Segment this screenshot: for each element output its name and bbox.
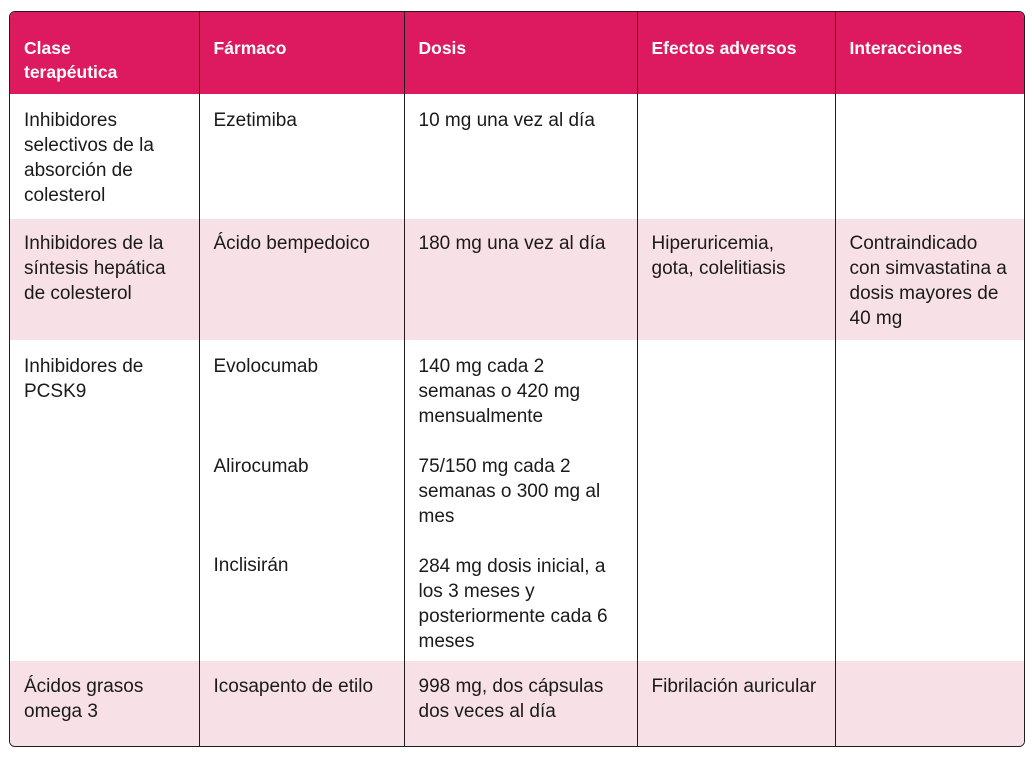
cell-farmaco: Ezetimiba [199, 94, 404, 219]
cell-clase: Inhibidores de la síntesis hepática de colesterol [10, 219, 199, 340]
farmaco-alirocumab: Alirocumab [213, 456, 309, 477]
table-row [10, 219, 1025, 340]
cell-clase: Ácidos grasos omega 3 [10, 661, 199, 747]
cell-efectos [637, 94, 835, 219]
cell-dosis [404, 340, 637, 661]
header-interacciones: Interacciones [835, 12, 1025, 94]
cell-interacciones [835, 661, 1025, 747]
cell-dosis: 10 mg una vez al día [404, 94, 637, 219]
farmaco-evolocumab: Evolocumab [213, 356, 319, 377]
table-header-row [10, 12, 1025, 94]
cell-clase: Inhibidores de PCSK9 [10, 340, 199, 661]
table-row [10, 94, 1025, 219]
header-farmaco: Fármaco [199, 12, 404, 94]
cell-efectos [637, 340, 835, 661]
dosis-inclisiran: 284 mg dosis inicial, a los 3 meses y posteriormente cada 6 meses [418, 556, 608, 652]
cell-farmaco [199, 340, 404, 661]
cell-interacciones [835, 340, 1025, 661]
cell-farmaco: Icosapento de etilo [199, 661, 404, 747]
table-row [10, 340, 1025, 661]
drug-table-container [9, 11, 1025, 747]
cell-dosis: 998 mg, dos cápsulas dos veces al día [404, 661, 637, 747]
cell-interacciones: Contraindicado con simvastatina a dosis mayores de 40 mg [835, 219, 1025, 340]
cell-clase: Inhibidores selectivos de la absorción de colesterol [10, 94, 199, 219]
cell-interacciones [835, 94, 1025, 219]
dosis-evolocumab: 140 mg cada 2 semanas o 420 mg mensualmente [418, 356, 581, 427]
header-dosis: Dosis [404, 12, 637, 94]
farmaco-inclisiran: Inclisirán [213, 555, 289, 576]
drug-table [10, 12, 1025, 747]
header-efectos: Efectos adversos [637, 12, 835, 94]
cell-efectos: Fibrilación auricular [637, 661, 835, 747]
table-row [10, 661, 1025, 747]
cell-farmaco: Ácido bempedoico [199, 219, 404, 340]
cell-efectos: Hiperuricemia, gota, colelitiasis [637, 219, 835, 340]
cell-dosis: 180 mg una vez al día [404, 219, 637, 340]
header-clase: Clase terapéutica [10, 12, 199, 94]
dosis-alirocumab: 75/150 mg cada 2 semanas o 300 mg al mes [418, 456, 601, 527]
